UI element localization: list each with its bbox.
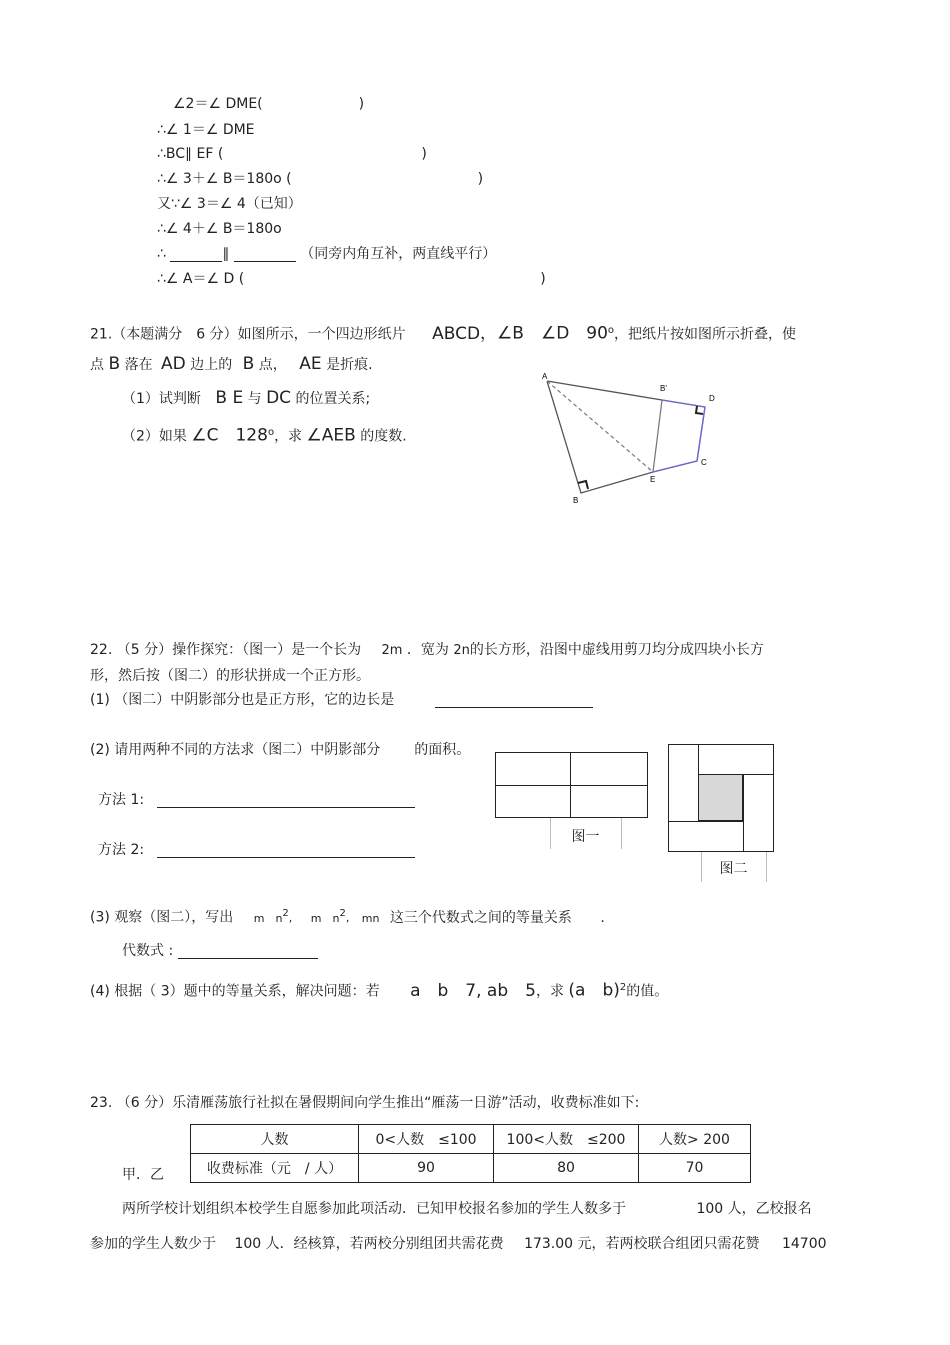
proof-line-7: ∴ ∥ （同旁内角互补，两直线平行） bbox=[157, 246, 497, 262]
figure-2-line-d bbox=[668, 821, 744, 822]
proof-line-6: ∴∠ 4＋∠ B＝180o bbox=[157, 221, 282, 237]
figure-1-caption-box-right bbox=[621, 818, 622, 849]
label-d: D bbox=[709, 394, 715, 403]
table-cell: 70 bbox=[639, 1154, 751, 1183]
figure-2-line-a bbox=[698, 744, 699, 821]
proof-line-1: ∠2＝∠ DME( ) bbox=[173, 96, 365, 112]
figure-2-shaded-square bbox=[698, 774, 743, 821]
table-header-cell: 0<人数 ≤100 bbox=[359, 1125, 494, 1154]
figure-1-caption: 图一 bbox=[571, 829, 600, 845]
proof-line-5: 又∵∠ 3＝∠ 4（已知） bbox=[157, 196, 302, 212]
edge-d-c bbox=[697, 407, 705, 461]
jiayi-label: 甲．乙 bbox=[122, 1167, 164, 1183]
fold-crease-ae bbox=[547, 381, 653, 472]
edge-bprime-d bbox=[662, 400, 705, 407]
label-b: B bbox=[573, 496, 579, 505]
label-a: A bbox=[542, 372, 548, 381]
figure-1-hline bbox=[495, 785, 648, 786]
label-e: E bbox=[650, 475, 656, 484]
q22-heading: 22. （5 分）操作探究：（图一）是一个长为 2m ．宽为 2n的长方形，沿图中虚线用剪刀均分成四块小长方 bbox=[90, 642, 764, 658]
q21-heading: 21.（本题满分 6 分）如图所示，一个四边形纸片 ABCD，∠B ∠D 90$^o$，把纸片按如图所示折叠，使 bbox=[90, 323, 797, 344]
edge-bprime-e bbox=[653, 400, 662, 472]
proof-line-8: ∴∠ A＝∠ D ( ) bbox=[157, 271, 546, 287]
q23-para-1: 两所学校计划组织本校学生自愿参加此项活动．已知甲校报名参加的学生人数多于 100 人，乙校报名 bbox=[122, 1201, 812, 1217]
answer-blank[interactable] bbox=[234, 247, 296, 262]
algebra-blank[interactable] bbox=[178, 944, 318, 959]
q21-line-2: 点 B 落在 AD 边上的 B 点， AE 是折痕. bbox=[90, 354, 373, 374]
table-row bbox=[191, 1154, 751, 1183]
method-1: 方法 1: bbox=[98, 791, 415, 809]
q22-part-4: (4) 根据（ 3）题中的等量关系，解决问题：若 a b 7, ab 5，求 (a b)$^2$的值。 bbox=[90, 980, 669, 1001]
method-2: 方法 2: bbox=[98, 841, 415, 859]
q22-line-2: 形，然后按（图二）的形状拼成一个正方形。 bbox=[90, 668, 370, 684]
q23-para-2: 参加的学生人数少于 100 人．经核算，若两校分别组团共需花费 173.00 元，若两校联合组团只需花赞 14700 bbox=[90, 1236, 827, 1252]
edge-c-e bbox=[653, 461, 697, 472]
q22-part-3: (3) 观察（图二），写出 m $n^2$, m $n^2$, mn 这三个代数式之间的等量关系 . bbox=[90, 908, 605, 926]
proof-line-2: ∴∠ 1＝∠ DME bbox=[157, 122, 255, 138]
figure-2-caption: 图二 bbox=[719, 861, 748, 877]
figure-2 bbox=[668, 744, 774, 882]
side-length-blank[interactable] bbox=[435, 693, 593, 708]
fee-table bbox=[190, 1124, 751, 1183]
table-cell: 收费标准（元 / 人） bbox=[191, 1154, 359, 1183]
label-c: C bbox=[701, 458, 707, 467]
answer-blank[interactable] bbox=[170, 247, 222, 262]
table-header-cell: 人数 bbox=[191, 1125, 359, 1154]
method-1-blank[interactable] bbox=[157, 793, 415, 808]
q21-part-1: （1）试判断 B E 与 DC 的位置关系; bbox=[122, 388, 371, 408]
q21-fold-figure bbox=[530, 370, 760, 510]
right-angle-d bbox=[696, 406, 703, 414]
table-header-cell: 人数> 200 bbox=[639, 1125, 751, 1154]
q21-part-2: （2）如果 ∠C 128$^o$，求 ∠AEB 的度数. bbox=[122, 425, 407, 446]
table-row bbox=[191, 1125, 751, 1154]
table-cell: 90 bbox=[359, 1154, 494, 1183]
q22-part-2: (2) 请用两种不同的方法求（图二）中阴影部分 的面积。 bbox=[90, 742, 471, 758]
algebra-line: 代数式 : bbox=[122, 942, 318, 960]
figure-2-line-b bbox=[698, 774, 774, 775]
figure-2-line-c bbox=[743, 774, 744, 852]
figure-1 bbox=[495, 752, 648, 849]
q23-heading: 23. （6 分）乐清雁荡旅行社拟在暑假期间向学生推出“雁荡一日游”活动，收费标准如下: bbox=[90, 1095, 640, 1111]
proof-line-4: ∴∠ 3＋∠ B＝180o ( ) bbox=[157, 171, 484, 187]
figure-2-caption-box-right bbox=[766, 852, 767, 882]
quad-outline bbox=[547, 381, 705, 493]
method-2-blank[interactable] bbox=[157, 843, 415, 858]
proof-line-3: ∴BC∥ EF ( ) bbox=[157, 146, 427, 162]
table-header-cell: 100<人数 ≤200 bbox=[494, 1125, 639, 1154]
q22-part-1: (1) （图二）中阴影部分也是正方形，它的边长是 bbox=[90, 691, 593, 709]
label-bprime: B' bbox=[660, 384, 667, 393]
table-cell: 80 bbox=[494, 1154, 639, 1183]
